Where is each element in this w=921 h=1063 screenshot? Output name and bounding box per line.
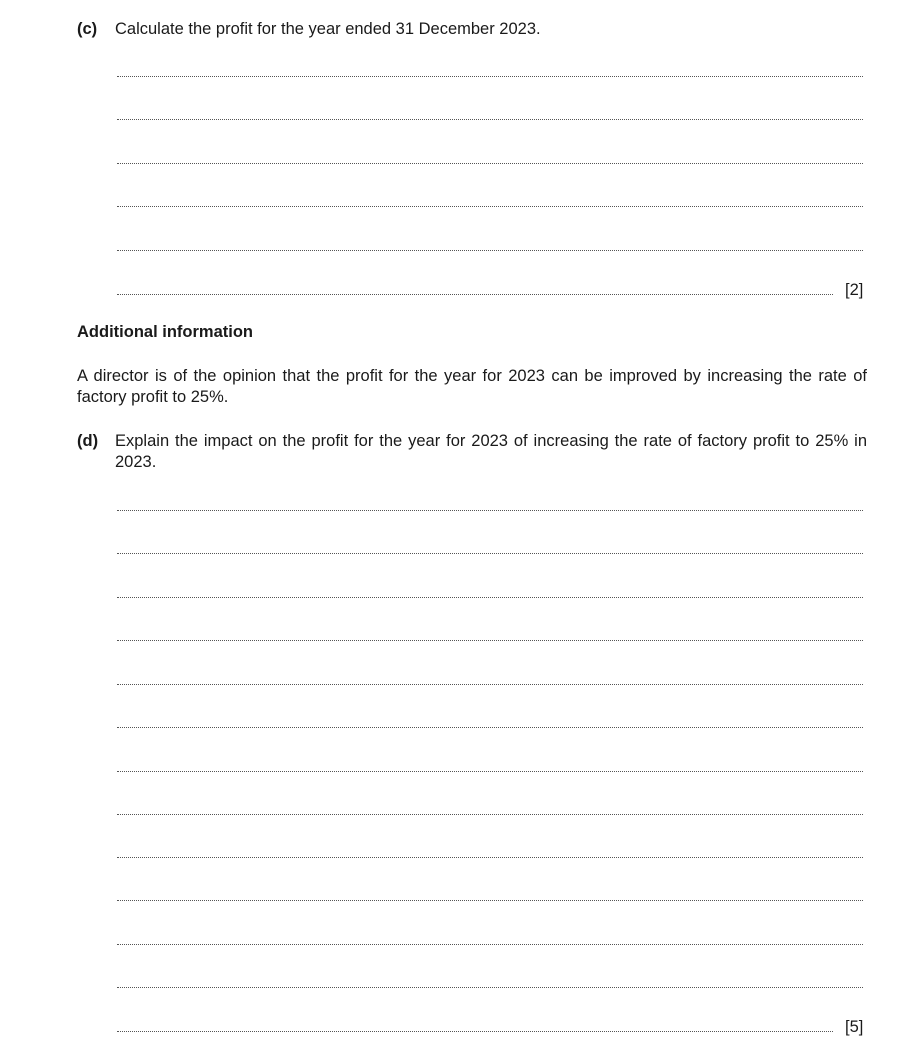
answer-line-c-3[interactable] (117, 163, 863, 164)
answer-line-d-6[interactable] (117, 727, 863, 728)
answer-line-c-6[interactable] (117, 294, 833, 295)
answer-line-d-3[interactable] (117, 597, 863, 598)
answer-line-d-11[interactable] (117, 944, 863, 945)
answer-line-c-1[interactable] (117, 76, 863, 77)
answer-line-c-2[interactable] (117, 119, 863, 120)
question-d-label: (d) (77, 432, 99, 450)
answer-line-d-9[interactable] (117, 857, 863, 858)
answer-line-c-5[interactable] (117, 250, 863, 251)
answer-line-d-12[interactable] (117, 987, 863, 988)
answer-line-c-4[interactable] (117, 206, 863, 207)
additional-info-heading: Additional information (77, 323, 253, 341)
question-c-text: Calculate the profit for the year ended 31 December 2023. (115, 20, 541, 38)
answer-line-d-2[interactable] (117, 553, 863, 554)
answer-line-d-1[interactable] (117, 510, 863, 511)
answer-line-d-5[interactable] (117, 684, 863, 685)
answer-line-d-4[interactable] (117, 640, 863, 641)
question-d-marks: [5] (845, 1018, 864, 1036)
answer-line-d-13[interactable] (117, 1031, 833, 1032)
answer-line-d-8[interactable] (117, 814, 863, 815)
question-c-marks: [2] (845, 281, 864, 299)
answer-line-d-7[interactable] (117, 771, 863, 772)
question-c-label: (c) (77, 20, 98, 38)
answer-line-d-10[interactable] (117, 900, 863, 901)
additional-info-paragraph: A director is of the opinion that the profit for the year for 2023 can be improved by increasing the rate of factory profit to 25%. (77, 367, 867, 406)
question-d-text: Explain the impact on the profit for the year for 2023 of increasing the rate of factory profit to 25% in 2023. (115, 432, 867, 471)
